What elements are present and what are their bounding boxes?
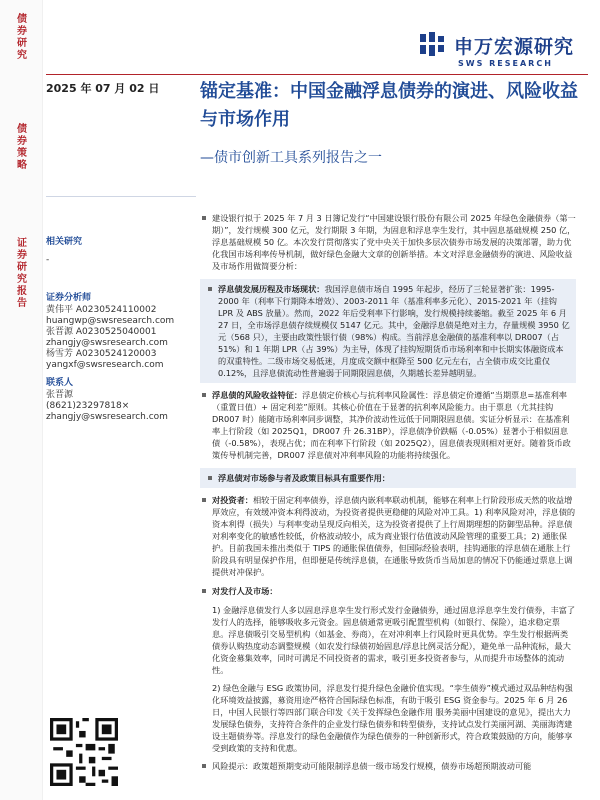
history-paragraph [206, 283, 570, 379]
history-text: 我国浮息债市场自 1995 年起步，经历了三轮显著扩张：1995-2000 年（利率下行期降本增效）、2003-2011 年（基准利率多元化）、2015-2021 年（挂钩 LPR 及 ABS 放量）。然而，2022 年后受利率下行影响，发行规模持续萎缩。截至 2025 年 6 月 27 日，全市场浮息债存续规模仅 5147 亿元。其中，金融浮息债是绝对主力，存量规模 3950 亿元（568 只），主要由政策性银行债（98%）构成。当前浮息金融债的基准利率以 DR007（占 51%）和 1 年期 LPR（占 39%）为主导，体现了挂钩短期货币市场利率和中长期实体融资成本的双重特性。二级市场交易低迷，月度成交额中枢降至 500 亿元左右，占全债市成交比重仅 0.12%，且浮息债流动性普遍弱于同期限固息债，久期越长差异越明显。 [218, 284, 570, 378]
contact-line: 张晋源 [46, 390, 74, 400]
analysts-heading: 证券分析师 [46, 293, 92, 303]
brand-name-cn: 申万宏源研究 [454, 36, 575, 58]
investor-text: 相较于固定利率债券，浮息债内嵌利率联动机制，能够在利率上行阶段形成天然的收益增厚效应，有效缓冲资本利得波动，为投资者提供更稳健的风险对冲工具。1) 利率风险对冲，浮息债的资本利得（损失）与利率变动呈现反向相关，这为投资者提供了上行周期理想的防御型品种。浮息债对利率变化的敏感性较低，价格波动较小，成为商业银行估值波动风险管理的重要工具；2) 通胀保护。目前我国未推出类似于 TIPS 的通胀保值债券，但国际经验表明，挂钩通胀的浮息债在通胀上行阶段具有明显保护作用，但即便是传统浮息债，在通胀导致货币当局加息的情况下仍能通过票息上调提供对冲保护。 [212, 495, 576, 577]
role-heading: 浮息债对市场参与者及政策目标具有重要作用： [206, 472, 570, 484]
risk-warning: 风险提示：政策超预期变动可能限制浮息债一级市场发行规模，债券市场超预期波动可能 [200, 760, 576, 772]
issuer-heading: 对发行人及市场： [200, 585, 576, 597]
report-date: 2025 年 07 月 02 日 [46, 82, 160, 95]
section-history-box [200, 279, 576, 383]
investor-paragraph [200, 494, 576, 578]
issuer-point-2: 2) 绿色金融与 ESG 政策协同，浮息发行提升绿色金融价值实现。“孪生债券”模式通过双品种结构强化环境效益披露，募资用途严格符合国际绿色标准，有助于吸引 ESG 资金参与。2025 年 6 月 26 日，中国人民银行等四部门联合印发《关于发挥绿色金融作用 服务美丽中国建设的意见》，提出大力发展绿色债券，支持符合条件的企业发行绿色债券和转型债券，支持试点发行美丽河湖、美丽海湾建设主题债券等。浮息发行的绿色金融债作为绿色债券的一种创新形式，符合政策鼓励的方向，能够享受到政策的支持和优惠。 [212, 683, 573, 753]
history-heading: 浮息债发展历程及市场现状： [218, 284, 325, 294]
analyst-email: huangwp@swsresearch.com [46, 316, 175, 326]
report-body [200, 212, 576, 777]
sidebar-tag-bond-strategy: 债券策略 [17, 124, 27, 171]
left-column [46, 234, 196, 423]
page-title: 锚定基准：中国金融浮息债券的演进、风险收益与市场作用 [200, 81, 578, 130]
risk-return-paragraph [200, 389, 576, 461]
section-role-box [200, 468, 576, 488]
qr-code-icon [50, 718, 118, 786]
analyst-line: 黄伟平 A0230524110002 [46, 305, 157, 315]
analyst-email: zhangjy@swsresearch.com [46, 338, 168, 348]
left-rule [46, 196, 196, 197]
brand-name-en: SWS RESEARCH [458, 59, 553, 68]
left-sidebar [0, 0, 43, 800]
brand-logo [418, 26, 588, 76]
analyst-line: 张晋源 A0230525040001 [46, 327, 157, 337]
analyst-line: 杨雪芳 A0230524120003 [46, 349, 157, 359]
related-research-item: - [46, 255, 50, 265]
sidebar-tag-bond-research: 债券研究 [17, 14, 27, 61]
contact-heading: 联系人 [46, 378, 74, 388]
intro-paragraph [200, 212, 576, 272]
risk-return-text: 浮息债定价核心与抗利率风险属性：浮息债定价遵循“当期票息=基准利率（重置日值）+ 固定利差”原则。其核心价值在于显著的抗利率风险能力。由于票息（尤其挂钩 DR007 时）能随市场利率同步调整，其净价波动性远低于同期限固息债。实证分析显示：在基准利率上行阶段（如 2025Q1，DR007 升 26.31BP），浮息债净价跌幅（-0.05%）显著小于相似固息债（-0.58%），表现占优；而在利率下行阶段（如 2025Q2），固息债表现则相对更好。随着货币政策传导机制完善，DR007 浮息债对冲利率风险的功能将持续强化。 [212, 390, 571, 460]
brand-logo-icon [418, 30, 446, 58]
related-research-heading: 相关研究 [46, 237, 83, 247]
investor-heading: 对投资者： [212, 495, 253, 505]
contact-line: (8621)23297818× [46, 401, 130, 411]
risk-return-heading: 浮息债的风险收益特征： [212, 390, 303, 400]
issuer-point-1: 1) 金融浮息债发行人多以固息浮息孪生发行形式发行金融债券，通过固息浮息孪生发行债券，丰富了发行人的选择，能够吸收多元资金。固息债通常更吸引配置型机构（如银行、保险），追求稳定票息。浮息债吸引交易型机构（如基金、券商），在对冲利率上行风险时更具优势。孪生发行根据两类债券认购热度动态调整规模（如农发行绿债初始固息/浮息比例灵活分配），避免单一品种流标，最大化资金募集效率，同时可满足不同投资者的需求，吸引更多投资者参与，从而提升市场整体的流动性。 [212, 605, 576, 675]
sidebar-tag-securities-report: 证券研究报告 [17, 238, 27, 309]
contact-line: zhangjy@swsresearch.com [46, 412, 168, 422]
page-subtitle: —债市创新工具系列报告之一 [200, 150, 382, 166]
intro-text: 建设银行拟于 2025 年 7 月 3 日簿记发行“中国建设银行股份有限公司 2025 年绿色金融债券（第一期）”，发行规模 300 亿元，发行期限 3 年期，为固息和浮息孪生发行，其中固息基础规模 250 亿，浮息基础规模 50 亿。本次发行贯彻落实了党中央关于加快多层次债券市场发展的决策部署，助力优化我国市场利率传导机制，做好绿色金融大文章的创新举措。本文对浮息金融债券的演进、风险收益及市场作用做简要分析： [212, 213, 576, 271]
analyst-email: yangxf@swsresearch.com [46, 360, 164, 370]
header-rule [46, 74, 588, 75]
